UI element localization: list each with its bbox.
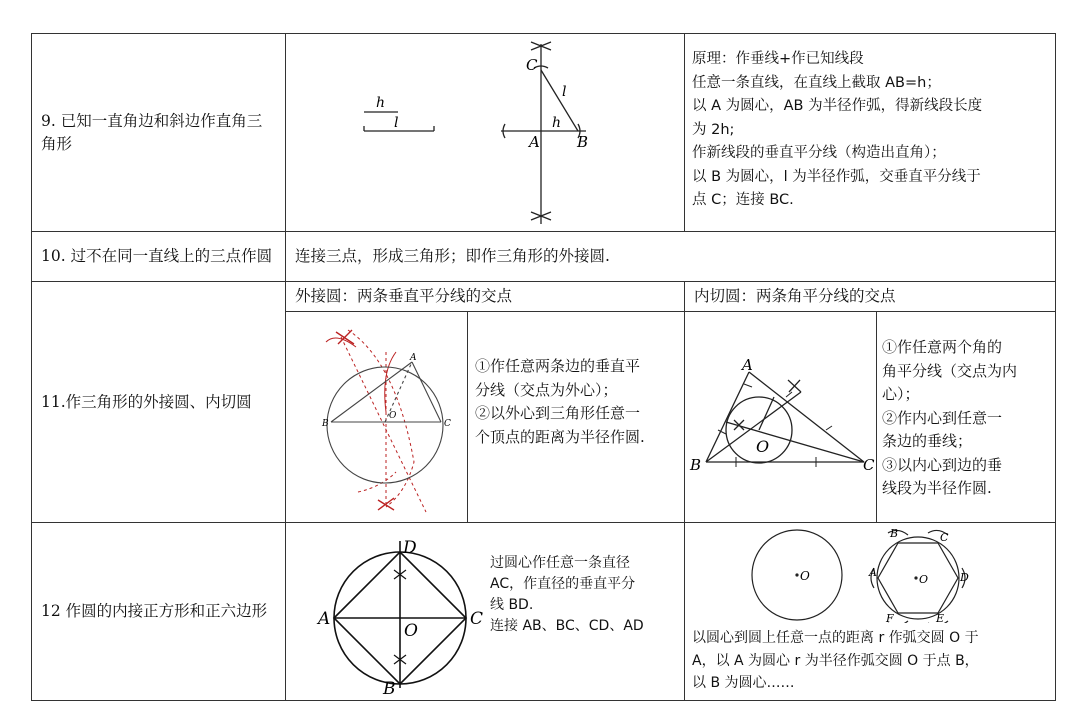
hex-label-o2: O	[919, 573, 929, 586]
row12-label-text: 12 作圆的内接正方形和正六边形	[41, 602, 268, 620]
hex-label-a: A	[869, 566, 877, 579]
inner-label-o: O	[756, 437, 770, 456]
fig-label-l-small: l	[394, 115, 399, 131]
row9-figure	[286, 34, 684, 231]
row9-label-text: 9. 已知一直角边和斜边作直角三角形	[41, 111, 263, 153]
row11-inner-header	[686, 282, 1055, 311]
incircle-figure	[686, 312, 876, 522]
inner-header-text: 内切圆：两条角平分线的交点	[694, 287, 896, 305]
row9-line-5: 作新线段的垂直平分线（构造出直角）；	[692, 145, 946, 161]
outer-line-2: 分线（交点为外心）；	[475, 380, 618, 399]
hex-label-c: C	[940, 531, 949, 544]
row9-line-6: 以 B 为圆心，l 为半径作弧，交垂直平分线于	[692, 168, 981, 185]
hexagon-circle	[877, 537, 959, 619]
square-line-2: AC，作直径的垂直平分	[490, 576, 636, 592]
row10-label	[33, 232, 285, 281]
inscribed-hexagon-figure	[686, 523, 1054, 623]
center-dot-1	[795, 573, 798, 576]
inner-line-2: 角平分线（交点为内	[882, 361, 1018, 380]
row11-label-text: 11.作三角形的外接圆、内切圆	[41, 392, 252, 411]
inner-line-1: ①作任意两个角的	[882, 338, 1003, 356]
fig-label-h: h	[552, 115, 562, 131]
row12-label	[33, 523, 285, 700]
outer-label-a: A	[410, 353, 417, 363]
row9-label	[33, 34, 285, 231]
fig-label-l: l	[562, 84, 567, 100]
row9-column-divider	[684, 33, 685, 232]
hexagon-line-3: 以 B 为圆心……	[692, 675, 795, 691]
square-label-o: O	[404, 621, 418, 641]
table-border-bottom	[31, 700, 1056, 701]
row11-outer-header	[287, 282, 684, 311]
inner-line-7: 线段为半径作圆.	[882, 479, 992, 497]
square-label-a: A	[318, 609, 331, 629]
hex-label-o1: O	[800, 569, 810, 583]
triangle-side-ab	[706, 372, 749, 462]
table-border-right	[1055, 33, 1056, 701]
hexagon-line-2: A，以 A 为圆心 r 为半径作弧交圆 O 于点 B，	[692, 652, 979, 669]
row10-description	[287, 232, 1053, 281]
row9-line-2: 任意一条直线，在直线上截取 AB=h；	[692, 74, 941, 91]
inner-label-a: A	[742, 356, 753, 374]
inner-description	[882, 336, 1055, 501]
square-label-d: D	[403, 538, 417, 558]
outer-line-1: ①作任意两条边的垂直平	[475, 357, 641, 375]
row9-line-1: 原理：作垂线+作已知线段	[692, 51, 864, 67]
hexagon-line-1: 以圆心到圆上任意一点的距离 r 作弧交圆 O 于	[692, 630, 979, 646]
outer-header-text: 外接圆：两条垂直平分线的交点	[295, 287, 513, 305]
row9-line-7: 点 C；连接 BC.	[692, 192, 794, 208]
hex-label-e: E	[936, 612, 945, 623]
square-label-c: C	[470, 609, 484, 629]
inscribed-hexagon	[878, 543, 958, 613]
hex-label-f: F	[886, 612, 894, 623]
square-description	[490, 553, 685, 637]
hex-label-b: B	[890, 527, 899, 540]
outer-label-c: C	[444, 419, 451, 429]
outer-description	[475, 355, 685, 449]
inner-label-c: C	[863, 456, 875, 474]
outer-label-o: O	[389, 411, 397, 421]
outer-line-3: ②以外心到三角形任意一	[475, 404, 641, 422]
outer-line-4: 个顶点的距离为半径作圆.	[475, 427, 645, 446]
row10-label-text: 10. 过不在同一直线上的三点作圆	[41, 247, 273, 265]
hexagon-description	[692, 627, 1054, 695]
fig-label-b: B	[577, 133, 589, 151]
inner-line-4: ②作内心到任意一	[882, 408, 1003, 427]
square-line-3: 线 BD.	[490, 597, 534, 613]
outer-label-b: B	[322, 419, 329, 429]
square-line-1: 过圆心作任意一条直径	[490, 555, 630, 571]
inner-line-6: ③以内心到边的垂	[882, 455, 1003, 474]
row11-label	[33, 282, 285, 522]
inner-label-b: B	[690, 456, 702, 474]
inner-line-3: 心）；	[882, 385, 920, 403]
row11-outer-divider	[467, 311, 468, 523]
row11-inner-divider	[876, 311, 877, 523]
row9-description	[692, 48, 1054, 213]
center-dot-2	[914, 576, 917, 579]
row9-line-4: 为 2h;	[692, 121, 735, 138]
fig-label-h-small: h	[376, 95, 386, 111]
fig-label-c: C	[526, 56, 538, 74]
square-label-b: B	[383, 679, 396, 699]
row10-text: 连接三点，形成三角形；即作三角形的外接圆.	[295, 247, 610, 265]
square-line-4: 连接 AB、BC、CD、AD	[490, 618, 644, 634]
row9-line-3: 以 A 为圆心，AB 为半径作弧，得新线段长度	[692, 98, 983, 114]
inner-line-5: 条边的垂线；	[882, 432, 973, 450]
inscribed-square-figure	[286, 523, 486, 699]
fig-label-a: A	[529, 133, 540, 151]
circumcircle-figure	[286, 312, 467, 522]
hex-label-d: D	[960, 571, 969, 584]
